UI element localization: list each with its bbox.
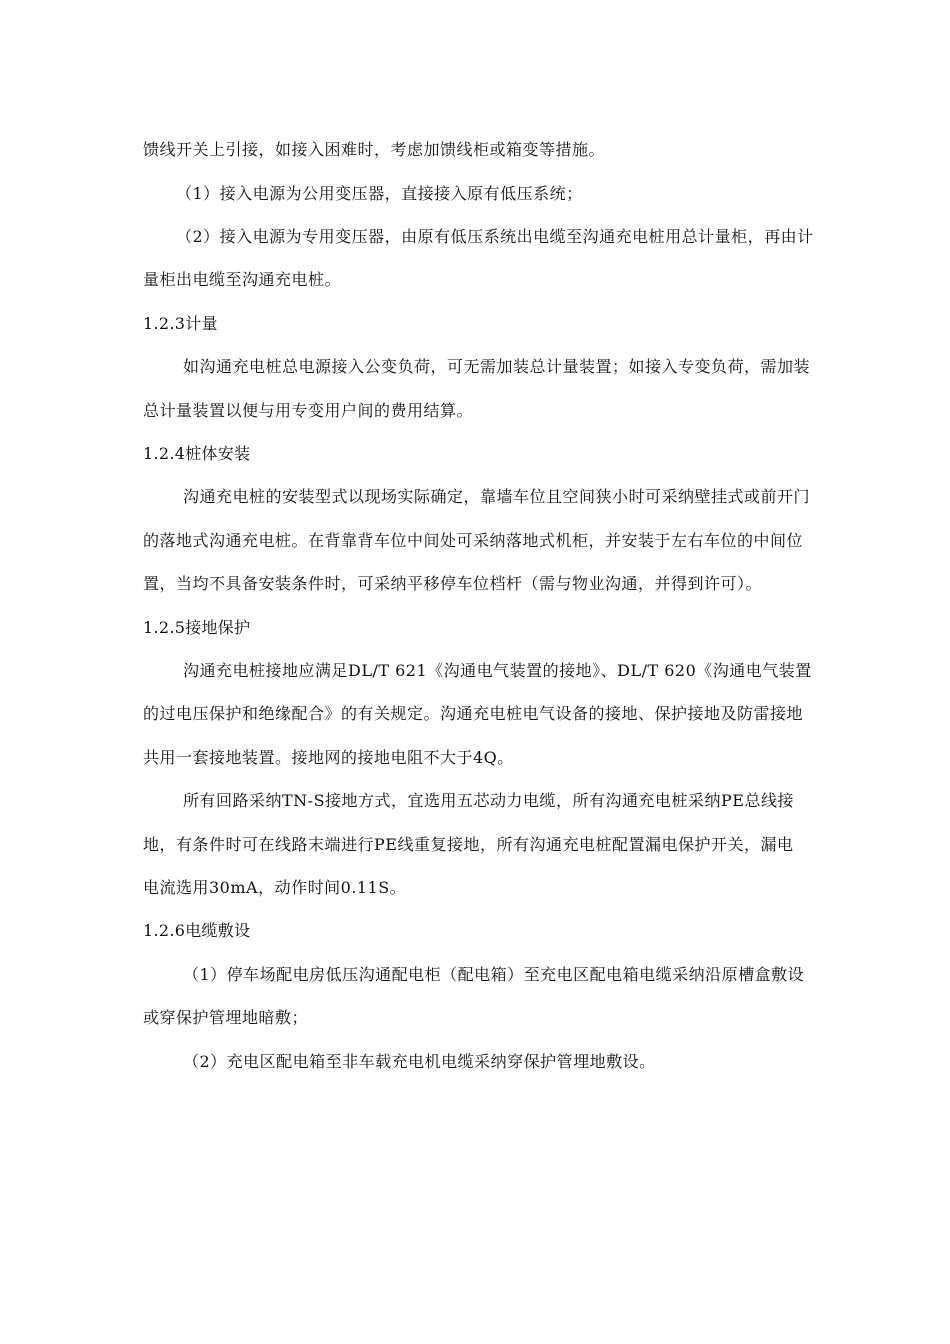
paragraph-line: 电流选用30mA，动作时间0.11S。 <box>143 878 407 897</box>
paragraph-line: 量柜出电缆至沟通充电桩。 <box>143 270 342 289</box>
list-item: （2）接入电源为专用变压器，由原有低压系统出电缆至沟通充电桩用总计量柜，再由计 <box>176 227 814 246</box>
paragraph-line: 或穿保护管埋地暗敷； <box>143 1008 309 1027</box>
paragraph-line: 沟通充电桩的安装型式以现场实际确定，靠墙车位且空间狭小时可采纳壁挂式或前开门 <box>183 487 811 506</box>
section-heading: 1.2.6电缆敷设 <box>143 921 251 940</box>
paragraph-line: 的过电压保护和绝缘配合》的有关规定。沟通充电桩电气设备的接地、保护接地及防雷接地 <box>143 704 804 723</box>
paragraph-line: 地，有条件时可在线路末端进行PE线重复接地，所有沟通充电桩配置漏电保护开关，漏电 <box>143 835 794 854</box>
section-heading: 1.2.4桩体安装 <box>143 444 251 463</box>
paragraph-line: 总计量装置以便与用专变用户间的费用结算。 <box>143 401 474 420</box>
paragraph-line: 所有回路采纳TN-S接地方式，宜选用五芯动力电缆，所有沟通充电桩采纳PE总线接 <box>183 791 794 810</box>
paragraph-line: 沟通充电桩接地应满足DL/T 621《沟通电气装置的接地》、DL/T 620《沟通电气装置 <box>183 661 812 680</box>
list-item: （1）接入电源为公用变压器，直接接入原有低压系统； <box>176 184 583 203</box>
section-heading: 1.2.5接地保护 <box>143 618 251 637</box>
paragraph-line: 馈线开关上引接，如接入困难时，考虑加馈线柜或箱变等措施。 <box>143 140 606 159</box>
paragraph-line: 共用一套接地装置。接地网的接地电阻不大于4Q。 <box>143 748 514 767</box>
paragraph-line: 如沟通充电桩总电源接入公变负荷，可无需加装总计量装置；如接入专变负荷，需加装 <box>183 357 811 376</box>
paragraph-line: 的落地式沟通充电桩。在背靠背车位中间处可采纳落地式机柜，并安装于左右车位的中间位 <box>143 531 804 550</box>
list-item: （2）充电区配电箱至非车载充电机电缆采纳穿保护管埋地敷设。 <box>183 1052 656 1071</box>
paragraph-line: 置，当均不具备安装条件时，可采纳平移停车位档杆（需与物业沟通，并得到许可）。 <box>143 574 763 593</box>
list-item: （1）停车场配电房低压沟通配电柜（配电箱）至充电区配电箱电缆采纳沿原槽盒敷设 <box>183 965 805 984</box>
section-heading: 1.2.3计量 <box>143 314 218 333</box>
